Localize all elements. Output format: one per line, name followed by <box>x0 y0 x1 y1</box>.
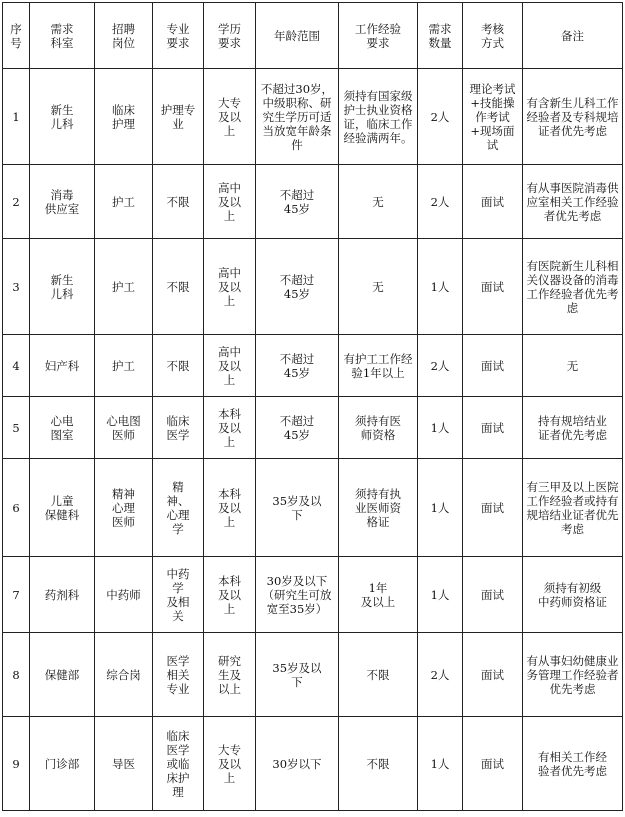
cell-post: 临床 护理 <box>95 69 153 165</box>
cell-note: 有从事医院消毒供应室相关工作经验者优先考虑 <box>523 165 623 239</box>
cell-num: 1人 <box>418 239 463 335</box>
cell-age: 不超过 45岁 <box>256 239 339 335</box>
header-exp: 工作经验 要求 <box>339 3 418 69</box>
cell-post: 护工 <box>95 165 153 239</box>
cell-edu: 本科 及以 上 <box>204 397 256 459</box>
cell-age: 35岁及以 下 <box>256 633 339 717</box>
cell-seq: 8 <box>3 633 30 717</box>
table-row <box>3 69 623 165</box>
cell-exp: 须持有医 师资格 <box>339 397 418 459</box>
cell-age: 不超过 45岁 <box>256 335 339 397</box>
cell-age: 不超过30岁，中级职称、研究生学历可适当放宽年龄条件 <box>256 69 339 165</box>
cell-num: 2人 <box>418 69 463 165</box>
table-row <box>3 459 623 557</box>
cell-note: 有从事妇幼健康业务管理工作经验者优先考虑 <box>523 633 623 717</box>
cell-exp: 无 <box>339 239 418 335</box>
cell-dept: 保健部 <box>30 633 95 717</box>
cell-seq: 1 <box>3 69 30 165</box>
cell-edu: 高中 及以 上 <box>204 239 256 335</box>
cell-major: 临床 医学 <box>153 397 204 459</box>
cell-edu: 大专 及以 上 <box>204 717 256 811</box>
cell-exp: 不限 <box>339 633 418 717</box>
cell-note: 有三甲及以上医院工作经验者或持有规培结业证者优先考虑 <box>523 459 623 557</box>
recruitment-table <box>2 2 623 811</box>
cell-major: 临床 医学 或临 床护 理 <box>153 717 204 811</box>
cell-dept: 门诊部 <box>30 717 95 811</box>
cell-edu: 研究 生及 以上 <box>204 633 256 717</box>
cell-major: 医学 相关 专业 <box>153 633 204 717</box>
cell-exp: 不限 <box>339 717 418 811</box>
cell-exam: 理论考试+技能操作考试+现场面试 <box>463 69 523 165</box>
cell-edu: 本科 及以 上 <box>204 459 256 557</box>
cell-post: 导医 <box>95 717 153 811</box>
cell-seq: 9 <box>3 717 30 811</box>
cell-exam: 面试 <box>463 633 523 717</box>
cell-num: 1人 <box>418 397 463 459</box>
cell-num: 2人 <box>418 165 463 239</box>
cell-seq: 7 <box>3 557 30 633</box>
cell-exp: 有护工工作经验1年以上 <box>339 335 418 397</box>
cell-edu: 高中 及以 上 <box>204 165 256 239</box>
cell-num: 2人 <box>418 633 463 717</box>
cell-exp: 无 <box>339 165 418 239</box>
cell-exam: 面试 <box>463 717 523 811</box>
cell-dept: 妇产科 <box>30 335 95 397</box>
cell-major: 护理专业 <box>153 69 204 165</box>
header-dept: 需求 科室 <box>30 3 95 69</box>
cell-age: 35岁及以 下 <box>256 459 339 557</box>
header-post: 招聘 岗位 <box>95 3 153 69</box>
cell-post: 综合岗 <box>95 633 153 717</box>
cell-exam: 面试 <box>463 459 523 557</box>
table-row <box>3 633 623 717</box>
cell-note: 有含新生儿科工作经验者及专科规培证者优先考虑 <box>523 69 623 165</box>
cell-dept: 消毒 供应室 <box>30 165 95 239</box>
cell-note: 须持有初级 中药师资格证 <box>523 557 623 633</box>
header-num: 需求 数量 <box>418 3 463 69</box>
cell-num: 1人 <box>418 717 463 811</box>
header-row <box>3 3 623 69</box>
cell-exam: 面试 <box>463 397 523 459</box>
header-exam: 考核 方式 <box>463 3 523 69</box>
cell-seq: 5 <box>3 397 30 459</box>
cell-exp: 1年 及以上 <box>339 557 418 633</box>
cell-dept: 儿童 保健科 <box>30 459 95 557</box>
table-body <box>3 69 623 811</box>
cell-edu: 高中 及以 上 <box>204 335 256 397</box>
cell-exp: 须持有国家级护士执业资格证，临床工作经验满两年。 <box>339 69 418 165</box>
cell-major: 精 神、 心理 学 <box>153 459 204 557</box>
cell-dept: 心电 图室 <box>30 397 95 459</box>
table-row <box>3 239 623 335</box>
cell-note: 无 <box>523 335 623 397</box>
cell-dept: 新生 儿科 <box>30 69 95 165</box>
table-row <box>3 335 623 397</box>
cell-exam: 面试 <box>463 335 523 397</box>
cell-major: 中药 学 及相 关 <box>153 557 204 633</box>
header-age: 年龄范围 <box>256 3 339 69</box>
table-row <box>3 165 623 239</box>
cell-post: 心电图 医师 <box>95 397 153 459</box>
cell-age: 30岁及以下（研究生可放宽至35岁） <box>256 557 339 633</box>
cell-edu: 本科 及以 上 <box>204 557 256 633</box>
header-seq: 序 号 <box>3 3 30 69</box>
cell-exam: 面试 <box>463 557 523 633</box>
cell-seq: 4 <box>3 335 30 397</box>
header-major: 专业 要求 <box>153 3 204 69</box>
header-edu: 学历 要求 <box>204 3 256 69</box>
cell-seq: 2 <box>3 165 30 239</box>
cell-exam: 面试 <box>463 239 523 335</box>
cell-exp: 须持有执 业医师资 格证 <box>339 459 418 557</box>
cell-num: 2人 <box>418 335 463 397</box>
cell-post: 护工 <box>95 239 153 335</box>
table-row <box>3 557 623 633</box>
cell-exam: 面试 <box>463 165 523 239</box>
cell-post: 精神 心理 医师 <box>95 459 153 557</box>
cell-major: 不限 <box>153 165 204 239</box>
cell-dept: 新生 儿科 <box>30 239 95 335</box>
cell-age: 不超过 45岁 <box>256 165 339 239</box>
cell-edu: 大专 及以 上 <box>204 69 256 165</box>
cell-post: 护工 <box>95 335 153 397</box>
cell-major: 不限 <box>153 335 204 397</box>
cell-note: 持有规培结业 证者优先考虑 <box>523 397 623 459</box>
cell-num: 1人 <box>418 459 463 557</box>
table-row <box>3 397 623 459</box>
cell-age: 30岁以下 <box>256 717 339 811</box>
cell-dept: 药剂科 <box>30 557 95 633</box>
cell-num: 1人 <box>418 557 463 633</box>
cell-seq: 3 <box>3 239 30 335</box>
cell-seq: 6 <box>3 459 30 557</box>
cell-major: 不限 <box>153 239 204 335</box>
table-row <box>3 717 623 811</box>
header-note: 备注 <box>523 3 623 69</box>
cell-post: 中药师 <box>95 557 153 633</box>
cell-age: 不超过 45岁 <box>256 397 339 459</box>
cell-note: 有相关工作经 验者优先考虑 <box>523 717 623 811</box>
cell-note: 有医院新生儿科相关仪器设备的消毒工作经验者优先考虑 <box>523 239 623 335</box>
